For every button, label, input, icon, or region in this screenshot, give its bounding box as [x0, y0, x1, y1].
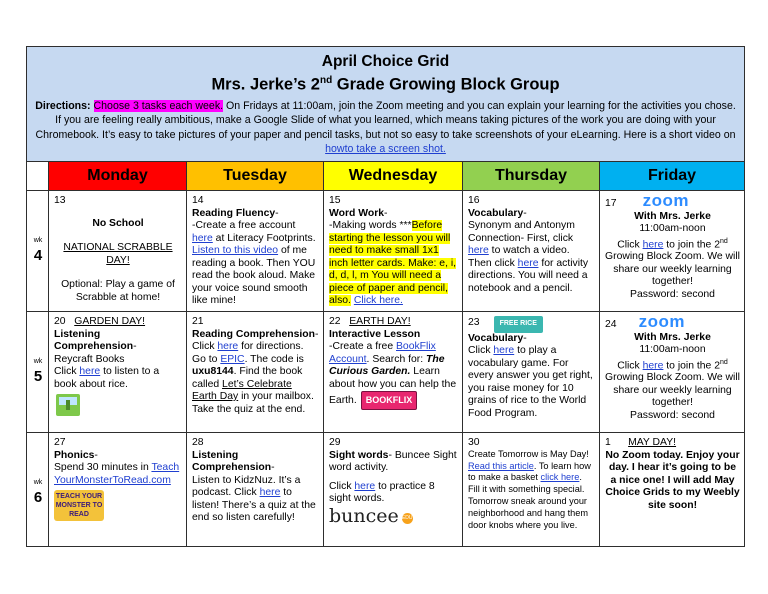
cell-wk6-thursday: 30 Create Tomorrow is May Day! Read this article. To learn how to make a basket click here. Fill it with something special. Tomorrow sneak around your neighborhood and hang them door knobs where you live. [463, 433, 600, 547]
epic-link[interactable]: EPIC [220, 353, 245, 365]
cell-wk4-tuesday: 14 Reading Fluency- -Create a free account here at Literacy Footprints. Listen to this video of me reading a book. Then YOU read the book aloud. Make your voice sound smooth like mine! [187, 191, 324, 312]
synonym-video-link[interactable]: here [468, 245, 489, 256]
freerice-link[interactable]: here [493, 345, 515, 356]
cell-wk5-thursday: 23 FREE RICE Vocabulary- Click here to play a vocabulary game. For every answer you get right, you raise money for 10 grains of rice to the World Food Program. [463, 312, 600, 433]
cell-wk4-monday: 13 No School NATIONAL SCRABBLE DAY! Optional: Play a game of Scrabble at home! [49, 191, 187, 312]
fluency-video-link[interactable]: Listen to this video [192, 245, 279, 256]
page-title: April Choice Grid [321, 53, 450, 70]
week-row-4 [27, 191, 745, 312]
word-work-link[interactable]: Click here. [353, 295, 403, 306]
garden-icon [56, 394, 80, 416]
week-row-6 [27, 433, 745, 547]
scrabble-day-link[interactable]: NATIONAL SCRABBLE DAY! [63, 242, 173, 266]
epic-directions-link[interactable]: here [217, 341, 239, 352]
directions-highlight: Choose 3 tasks each week. [93, 99, 224, 112]
buncee-link[interactable]: here [354, 480, 376, 492]
day-header-tuesday: Tuesday [187, 162, 324, 191]
cell-wk6-friday: 1 MAY DAY! No Zoom today. Enjoy your day. I hear it’s going to be a nice one! I will add May Choice Grids to my Weebly site soon! [600, 433, 745, 547]
cell-wk5-tuesday: 21 Reading Comprehension- Click here for directions. Go to EPIC. The code is uxu8144. Find the book called Let’s Celebrate Earth Day in your mailbox. Take the quiz at the end. [187, 312, 324, 433]
week-label-6: wk 6 [27, 433, 49, 547]
kidznuz-link[interactable]: here [259, 487, 281, 498]
cell-wk6-monday: 27 Phonics- Spend 30 minutes in TeachYourMonsterToRead.com TEACH YOUR MONSTER TO READ [49, 433, 187, 547]
week-label-5: wk 5 [27, 312, 49, 433]
zoom-join-link-wk4[interactable]: here [642, 238, 664, 250]
directions-text: Directions: Choose 3 tasks each week. On Fridays at 11:00am, join the Zoom meeting and you can explain your learning for the activities you chose. If you are feeling really ambitious, make a Google Slide of what you learned, which means taking pictures of the work you are doing with your Chromebook. It’s easy to take pictures of your paper and pencil tasks, but not so easy to take screenshots of your eLearning. Here is a short video on howto take a screen shot. [35, 99, 736, 155]
teach-your-monster-logo: TEACH YOUR MONSTER TO READ [54, 490, 104, 521]
cell-wk6-wednesday: 29 Sight words- Buncee Sight word activity. Click here to practice 8 sight words. buncee EDU [324, 433, 463, 547]
earth-day-link[interactable]: EARTH DAY! [349, 316, 411, 327]
week-row-5 [27, 312, 745, 433]
choice-grid-table [26, 46, 745, 547]
zoom-join-link-wk5[interactable]: here [642, 359, 664, 371]
bookflix-account-link[interactable]: BookFlix Account [329, 341, 436, 365]
may-day-article-link[interactable]: Read this article [468, 460, 534, 471]
day-header-thursday: Thursday [463, 162, 600, 191]
freerice-logo: FREE RICE [494, 316, 543, 333]
synonym-directions-link[interactable]: here [517, 257, 539, 269]
day-header-monday: Monday [49, 162, 187, 191]
teach-monster-link[interactable]: TeachYourMonsterToRead.com [54, 462, 180, 486]
zoom-logo: zoom [642, 191, 689, 210]
buncee-logo: buncee [329, 504, 399, 527]
screenshot-video-link[interactable]: howto take a screen shot. [325, 143, 446, 155]
basket-link[interactable]: click here [540, 472, 580, 483]
page-subtitle: Mrs. Jerke’s 2nd Grade Growing Block Group [211, 75, 560, 94]
day-header-row [27, 162, 745, 191]
cell-wk4-wednesday: 15 Word Work- -Making words ***Before starting the lesson you will need to make small 1x1 inch letter cards. Make: e, i, d, d, l, m You will need a piece of paper and pencil, also. Click here. [324, 191, 463, 312]
day-header-wednesday: Wednesday [324, 162, 463, 191]
cell-wk4-thursday: 16 Vocabulary- Synonym and Antonym Connection- First, click here to watch a video. Then click here for activity directions. You will need a notebook and a pencil. [463, 191, 600, 312]
cell-wk5-monday: 20 GARDEN DAY! Listening Comprehension- Reycraft Books Click here to listen to a book about rice. [49, 312, 187, 433]
week-label-4: wk 4 [27, 191, 49, 312]
garden-day-link[interactable]: GARDEN DAY! [74, 316, 146, 327]
may-day-label: MAY DAY! [628, 437, 677, 448]
literacy-footprints-link[interactable]: here [192, 232, 213, 244]
grid-header [27, 47, 745, 162]
cell-wk5-friday: 24 zoom With Mrs. Jerke 11:00am-noon Click here to join the 2nd Growing Block Zoom. We will share our weekly learning together! Password: second [600, 312, 745, 433]
rice-book-link[interactable]: here [79, 366, 101, 377]
cell-wk4-friday: 17 zoom With Mrs. Jerke 11:00am-noon Click here to join the 2nd Growing Block Zoom. We will share our weekly learning together! Password: second [600, 191, 745, 312]
cell-wk5-wednesday: 22 EARTH DAY! Interactive Lesson -Create a free BookFlix Account. Search for: The Curious Garden. Learn about how you can help the Earth. BOOKFLIX [324, 312, 463, 433]
cell-wk6-tuesday: 28 Listening Comprehension- Listen to KidzNuz. It’s a podcast. Click here to listen! There’s a quiz at the end so listen carefully! [187, 433, 324, 547]
bookflix-logo[interactable]: BOOKFLIX [361, 391, 418, 410]
zoom-logo: zoom [638, 312, 685, 331]
day-header-friday: Friday [600, 162, 745, 191]
